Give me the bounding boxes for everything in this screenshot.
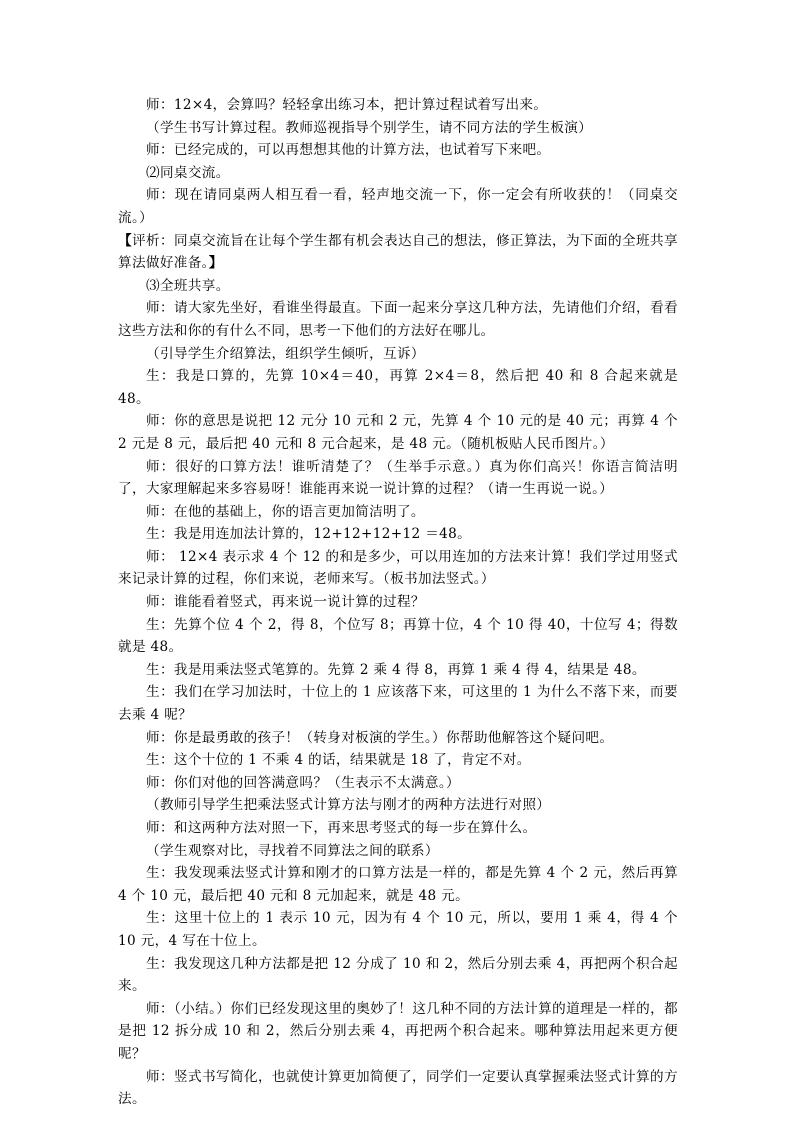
paragraph: 师：你们对他的回答满意吗？（生表示不太满意。） [146, 774, 460, 791]
paragraph: 师：谁能看着竖式，再来说一说计算的过程？ [146, 594, 425, 611]
paragraph: 生：我发现这几种方法都是把 12 分成了 10 和 2，然后分别去乘 4，再把两个积合起来。 [118, 955, 678, 995]
paragraph: 师： 12×4 表示求 4 个 12 的和是多少，可以用连加的方法来计算！我们学过用竖式来记录计算的过程，你们来说，老师来写。（板书加法竖式。） [118, 548, 678, 588]
comment-close-bracket: 】 [208, 255, 223, 272]
paragraph: 师：已经完成的，可以再想想其他的计算方法，也试着写下来吧。 [146, 142, 551, 159]
paragraph: 生：我是用连加法计算的，12+12+12+12 ＝48。 [146, 526, 472, 543]
paragraph: （教师引导学生把乘法竖式计算方法与刚才的两种方法进行对照） [146, 797, 551, 814]
paragraph: 师：（小结。）你们已经发现这里的奥妙了！这几种不同的方法计算的道理是一样的，都是把 12 拆分成 10 和 2，然后分别去乘 4，再把两个积合起来。哪种算法用起来更方便呢？ [118, 1000, 678, 1062]
paragraph: 生：这里十位上的 1 表示 10 元，因为有 4 个 10 元，所以，要用 1 乘 4，得 4 个 10 元，4 写在十位上。 [118, 910, 678, 949]
paragraph: 师：现在请同桌两人相互看一看，轻声地交流一下，你一定会有所收获的！（同桌交流。） [118, 187, 678, 226]
paragraph: 生：我是用乘法竖式笔算的。先算 2 乘 4 得 8，再算 1 乘 4 得 4，结果是 48。 [146, 661, 646, 678]
paragraph: （引导学生介绍算法，组织学生倾听，互诉） [146, 345, 425, 362]
paragraph: 师：竖式书写简化，也就使计算更加简便了，同学们一定要认真掌握乘法竖式计算的方法。 [118, 1068, 678, 1108]
paragraph: 师：很好的口算方法！谁听清楚了？（生举手示意。）真为你们高兴！你语言简洁明了，大家理解起来多容易呀！谁能再来说一说计算的过程？（请一生再说一说。） [118, 458, 678, 498]
comment-text: 评析：同桌交流旨在让每个学生都有机会表达自己的想法，修正算法，为下面的全班共享算法做好准备。 [118, 232, 678, 272]
paragraph: 师：和这两种方法对照一下，再来思考竖式的每一步在算什么。 [146, 820, 537, 836]
paragraph: 生：这个十位的 1 不乘 4 的话，结果就是 18 了，肯定不对。 [146, 752, 531, 769]
paragraph: （学生观察对比，寻找着不同算法之间的联系） [146, 842, 439, 859]
paragraph: 师：在他的基础上，你的语言更加简洁明了。 [146, 503, 425, 520]
paragraph: 生：我发现乘法竖式计算和刚才的口算方法是一样的，都是先算 4 个 2 元，然后再算 4 个 10 元，最后把 40 元和 8 元加起来，就是 48 元。 [118, 865, 678, 904]
document-page [118, 94, 678, 1111]
paragraph: 生：我们在学习加法时，十位上的 1 应该落下来，可这里的 1 为什么不落下来，而要去乘 4 呢？ [118, 684, 678, 724]
paragraph: （学生书写计算过程。教师巡视指导个别学生，请不同方法的学生板演） [146, 119, 593, 136]
paragraph: 师：12×4，会算吗？轻轻拿出练习本，把计算过程试着写出来。 [146, 97, 548, 113]
section-heading: ⑶全班共享。 [146, 277, 230, 294]
commentary-note [118, 230, 678, 275]
paragraph: 生：先算个位 4 个 2，得 8，个位写 8；再算十位，4 个 10 得 40，十位写 4；得数就是 48。 [118, 616, 678, 656]
comment-open-bracket: 【 [118, 232, 133, 249]
paragraph: 师：你的意思是说把 12 元分 10 元和 2 元，先算 4 个 10 元的是 40 元；再算 4 个 2 元是 8 元，最后把 40 元和 8 元合起来，是 48 元。（随机板贴人民币图片。） [118, 413, 678, 452]
paragraph: 师：你是最勇敢的孩子！（转身对板演的学生。）你帮助他解答这个疑问吧。 [146, 729, 614, 746]
paragraph: 生：我是口算的，先算 10×4＝40，再算 2×4＝8，然后把 40 和 8 合起来就是 48。 [118, 368, 678, 407]
section-heading: ⑵同桌交流。 [146, 164, 230, 181]
paragraph: 师：请大家先坐好，看谁坐得最直。下面一起来分享这几种方法，先请他们介绍，看看这些方法和你的有什么不同，思考一下他们的方法好在哪儿。 [118, 300, 678, 339]
